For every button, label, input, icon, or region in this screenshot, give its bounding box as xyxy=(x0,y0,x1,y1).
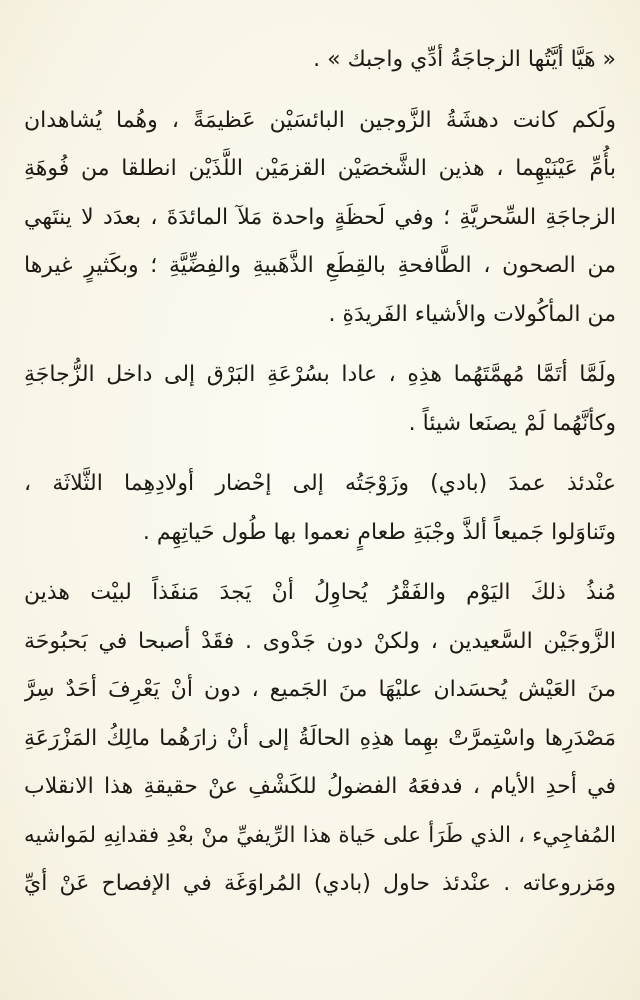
text-line: الزجاجَةِ السِّحريَّةِ ؛ وفي لَحظَةٍ واحدة مَلآ المائدَةَ ، بعدَد لا ينتَهي xyxy=(24,204,616,230)
text-line: من المأكُولات والأشياء الفَريدَةِ . xyxy=(328,301,616,327)
paragraph-4 xyxy=(24,460,616,557)
paragraph-5 xyxy=(24,569,616,909)
paragraph-1 xyxy=(24,36,616,85)
arabic-text-block xyxy=(24,36,616,909)
text-line: في أحدِ الأيام ، فدفعَهُ الفضولُ للكَشْفِ عنْ حقيقةِ هذا الانقلاب xyxy=(24,774,616,799)
paragraph-gap xyxy=(24,448,616,460)
paragraph-gap xyxy=(24,339,616,351)
text-line: ولَكم كانت دهشَةُ الزَّوجين البائسَيْن عَظيمَةً ، وهُما يُشاهدان xyxy=(24,107,616,133)
text-line: عنْدئذ عمدَ (بادي) وزَوْجَتُه إلى إحْضار أولادِهِما الثَّلاثَة ، xyxy=(24,471,616,496)
paragraph-gap xyxy=(24,85,616,97)
text-line: المُفاجِيء ، الذي طَرَأ على حَياة هذا الرِّيفيِّ منْ بعْدِ فقدانِهِ لمَواشيه xyxy=(24,822,616,848)
text-line: منَ العَيْش يُحسَدان عليْهَا منَ الجَميع ، دون أنْ يَعْرِفَ أحَدٌ سِرَّ xyxy=(24,677,616,702)
paragraph-gap xyxy=(24,557,616,569)
paragraph-3 xyxy=(24,351,616,448)
text-line: بأُمِّ عَيْنَيْهِما ، هذين الشَّخصَيْن القزمَيْن اللَّذَيْن انطلقا من فُوهَةِ xyxy=(24,156,616,181)
text-line: من الصحون ، الطَّافحةِ بالقِطَعِ الذَّهَبيةِ والفِضِّيَّةِ ؛ وبكَثيرٍ غيرها xyxy=(24,253,616,278)
text-line: « هَيَّا أيَّتُها الزجاجَةُ أدِّي واجبك » . xyxy=(313,47,616,72)
paragraph-2 xyxy=(24,97,616,340)
text-line: مَصْدَرِها واسْتِمرَّتْ بهِما هذِهِ الحالَةُ إلى أنْ زارَهُما مالِكُ المَزْرَعَةِ xyxy=(24,725,616,751)
text-line: مُنذُ ذلكَ اليَوْم والفَقْرُ يُحاوِلُ أنْ يَجدَ مَنفَذاً لبيْت هذين xyxy=(24,580,616,605)
text-line: وتَناوَلوا جَميعاً ألذَّ وجْبَةِ طعامٍ نعموا بها طُول حَياتِهِم . xyxy=(142,519,616,545)
text-line: ولَمَّا أتَمَّا مُهمَّتَهُما هذِهِ ، عادا بسُرْعَةِ البَرْق إلى داخل الزُّجاجَةِ xyxy=(24,362,616,387)
text-line: وكأنَّهُما لَمْ يصنَعا شيئاً . xyxy=(408,410,616,436)
text-line: الزَّوجَيْن السَّعيدين ، ولكنْ دون جَدْوى . فقَدْ أصبحا في بَحبُوحَة xyxy=(24,628,616,654)
text-line: ومَزروعاته . عنْدئذ حاول (بادي) المُراوَغَة في الإفصاح عَنْ أيِّ xyxy=(24,871,616,896)
